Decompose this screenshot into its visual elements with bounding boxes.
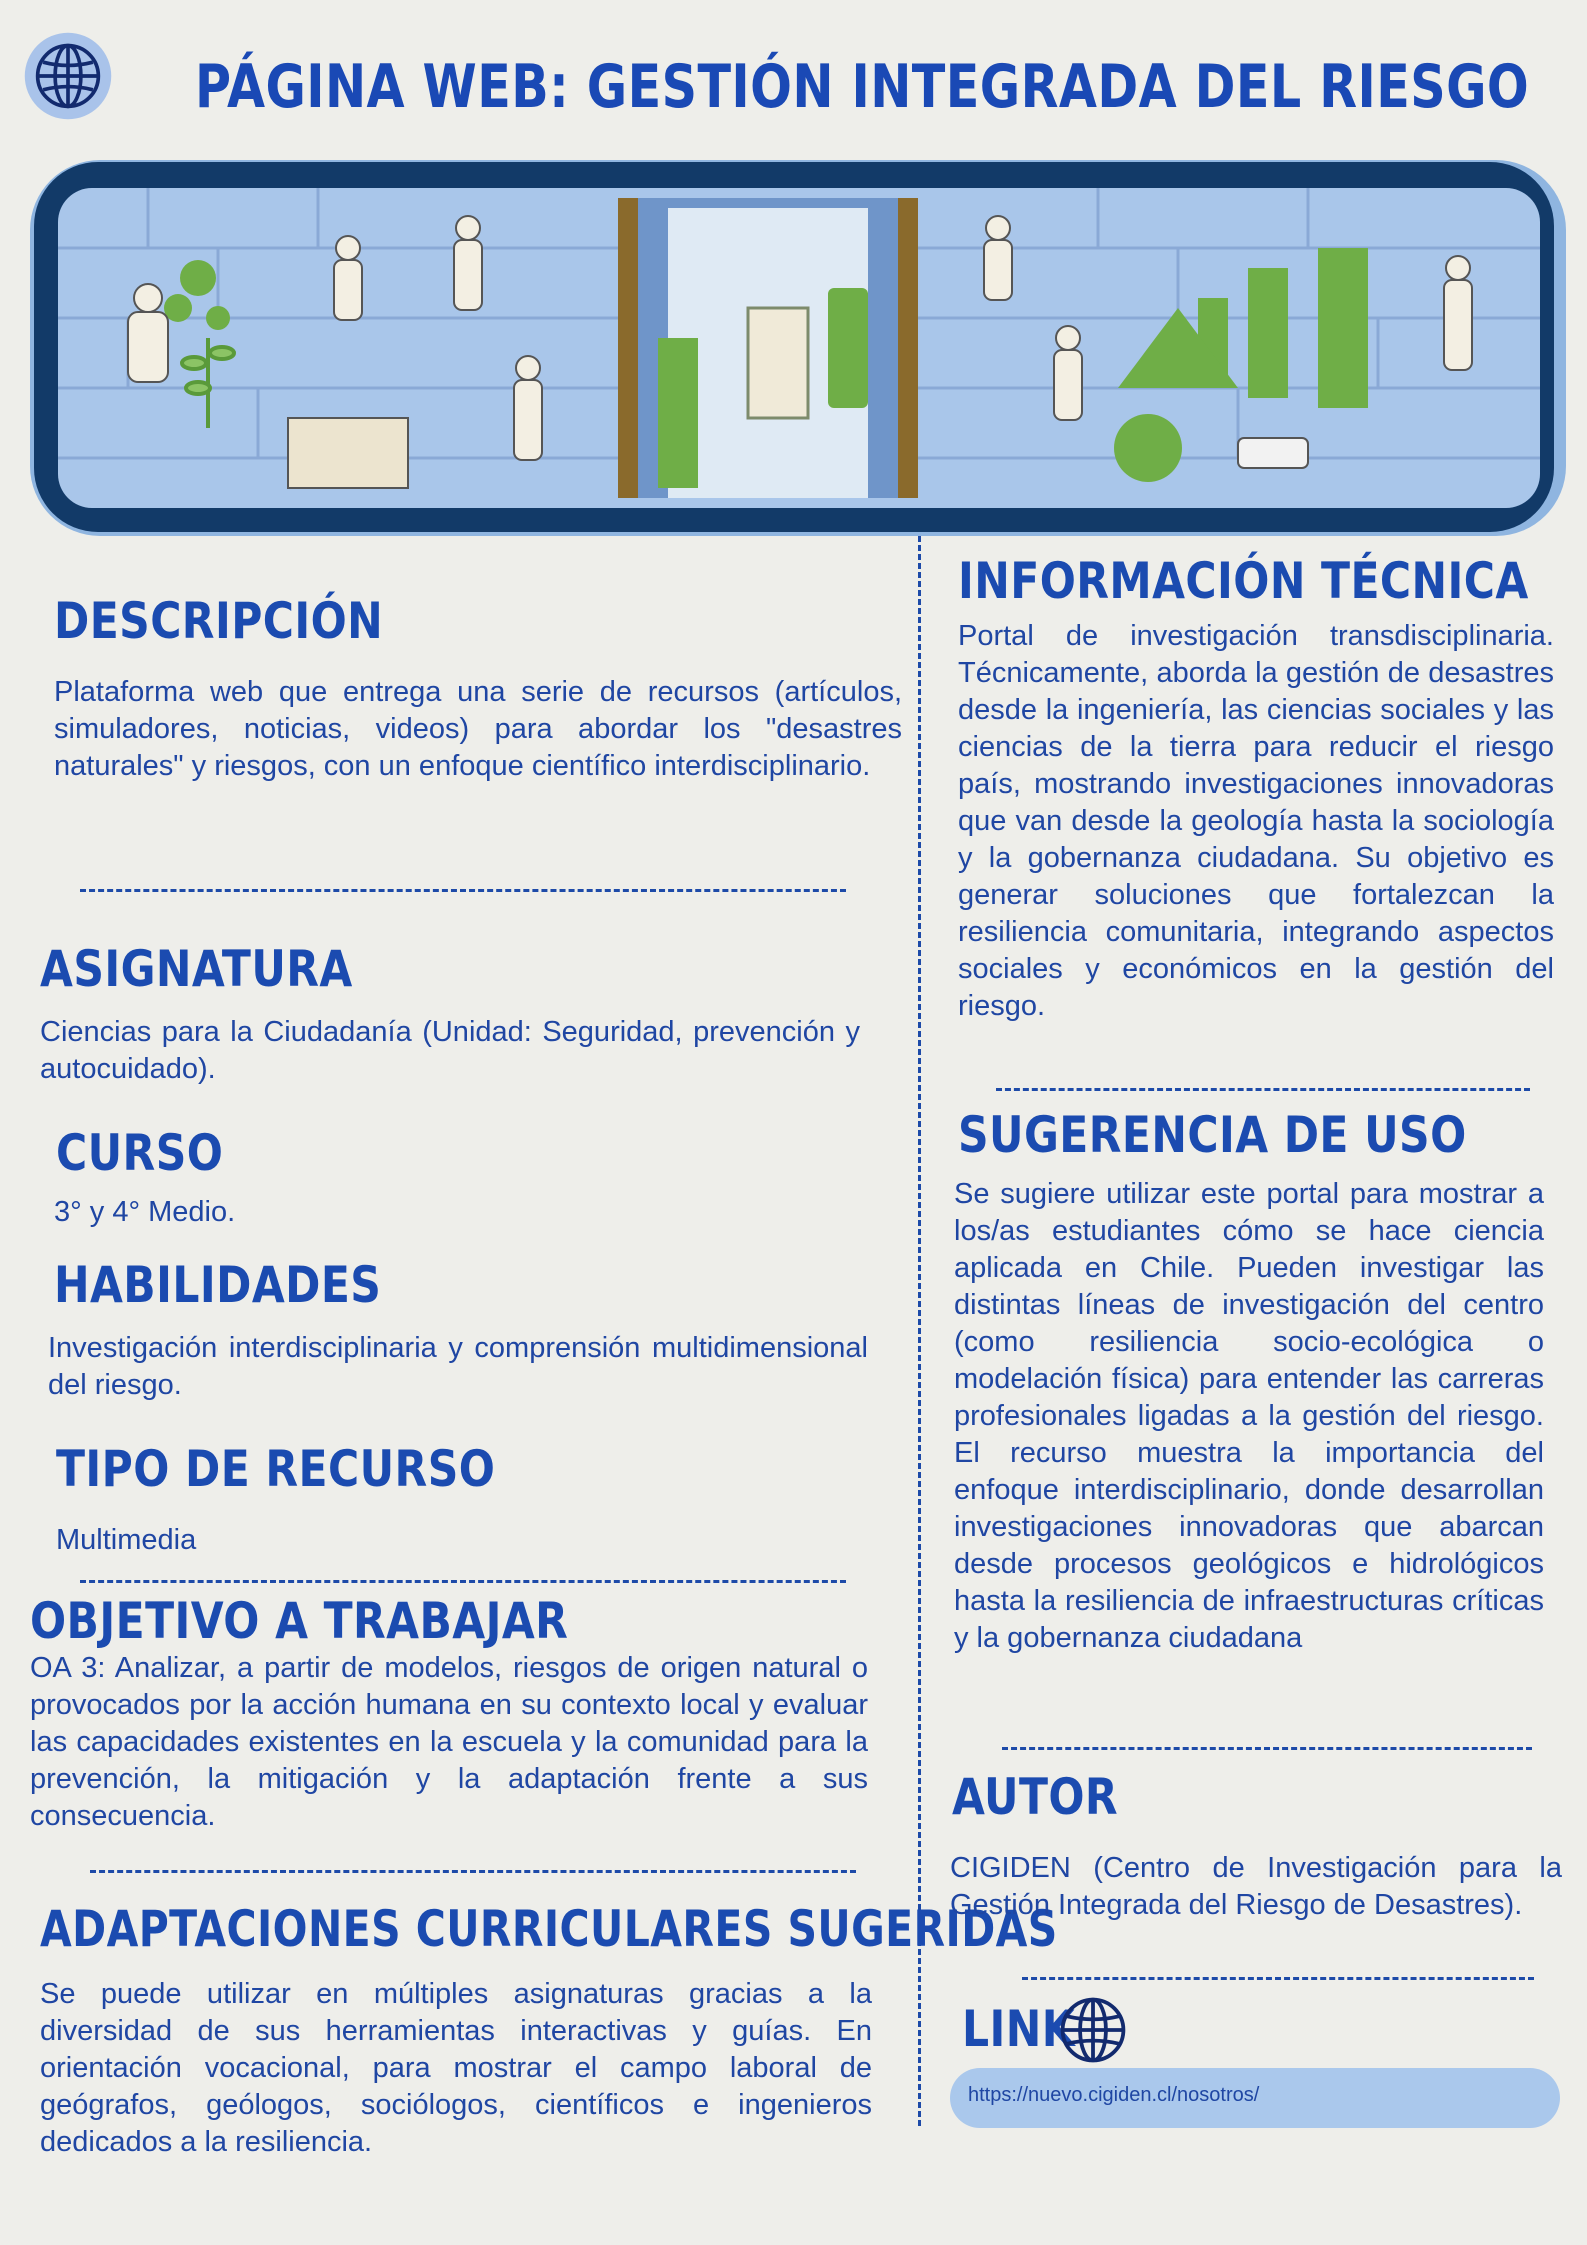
sugerencia-text: Se sugiere utilizar este portal para mostrar a los/as estudiantes cómo se hace ciencia aplicada en Chile. Pueden investigar las distintas líneas de investigación del centro (como resiliencia socio-ecológica o modelación física) para entender las carreras profesionales ligadas a la gestión del riesgo. El recurso muestra la importancia del enfoque interdisciplinario, donde desarrollan investigaciones innovadoras que abarcan desde procesos geológicos e hidrológicos hasta la resiliencia de infraestructuras críticas y la gobernanza ciudadana xyxy=(954,1178,1544,1654)
autor-heading: AUTOR xyxy=(952,1768,1119,1826)
resource-link[interactable]: https://nuevo.cigiden.cl/nosotros/ xyxy=(968,2084,1260,2106)
descripcion-text: Plataforma web que entrega una serie de recursos (artículos, simuladores, noticias, videos) para abordar los "desastres naturales" y riesgos, con un enfoque científico interdisciplinario. xyxy=(54,676,902,782)
divider xyxy=(1022,1977,1534,1980)
tipo-recurso-text: Multimedia xyxy=(56,1524,197,1556)
globe-icon xyxy=(1055,1992,1131,2068)
divider xyxy=(1002,1747,1532,1750)
adaptaciones-text: Se puede utilizar en múltiples asignaturas gracias a la diversidad de sus herramientas interactivas y guías. En orientación vocacional, para mostrar el campo laboral de geógrafos, geólogos, sociólogos, científicos e ingenieros dedicados a la resiliencia. xyxy=(40,1978,872,2158)
objetivo-heading: OBJETIVO A TRABAJAR xyxy=(30,1592,569,1650)
column-divider xyxy=(918,536,921,2126)
info-tecnica-heading: INFORMACIÓN TÉCNICA xyxy=(958,552,1529,610)
divider xyxy=(90,1870,856,1873)
asignatura-text: Ciencias para la Ciudadanía (Unidad: Seguridad, prevención y autocuidado). xyxy=(40,1016,860,1085)
banner-illustration xyxy=(58,188,1540,508)
autor-text: CIGIDEN (Centro de Investigación para la Gestión Integrada del Riesgo de Desastres). xyxy=(950,1852,1562,1921)
divider xyxy=(80,1580,846,1583)
divider xyxy=(996,1088,1530,1091)
descripcion-heading: DESCRIPCIÓN xyxy=(54,592,384,650)
page-title: PÁGINA WEB: GESTIÓN INTEGRADA DEL RIESGO xyxy=(195,52,1530,122)
curso-heading: CURSO xyxy=(56,1124,224,1182)
asignatura-heading: ASIGNATURA xyxy=(40,940,353,998)
divider xyxy=(80,889,846,892)
link-heading: LINK xyxy=(962,2000,1076,2058)
globe-icon xyxy=(22,30,114,122)
tipo-recurso-heading: TIPO DE RECURSO xyxy=(56,1440,496,1498)
objetivo-text: OA 3: Analizar, a partir de modelos, riesgos de origen natural o provocados por la acción humana en su contexto local y evaluar las capacidades existentes en la escuela y la comunidad para la prevención, la mitigación y la adaptación frente a sus consecuencia. xyxy=(30,1652,868,1832)
adaptaciones-heading: ADAPTACIONES CURRICULARES SUGERIDAS xyxy=(40,1900,1058,1958)
curso-text: 3° y 4° Medio. xyxy=(54,1196,236,1228)
habilidades-heading: HABILIDADES xyxy=(54,1256,382,1314)
sugerencia-heading: SUGERENCIA DE USO xyxy=(958,1106,1467,1164)
habilidades-text: Investigación interdisciplinaria y comprensión multidimensional del riesgo. xyxy=(48,1332,868,1401)
info-tecnica-text: Portal de investigación transdisciplinaria. Técnicamente, aborda la gestión de desastres desde la ingeniería, las ciencias sociales y las ciencias de la tierra para reducir el riesgo país, mostrando investigaciones innovadoras que van desde la geología hasta la sociología y la gobernanza ciudadana. Su objetivo es generar soluciones que fortalezcan la resiliencia comunitaria, integrando aspectos sociales y económicos en la gestión del riesgo. xyxy=(958,620,1554,1022)
